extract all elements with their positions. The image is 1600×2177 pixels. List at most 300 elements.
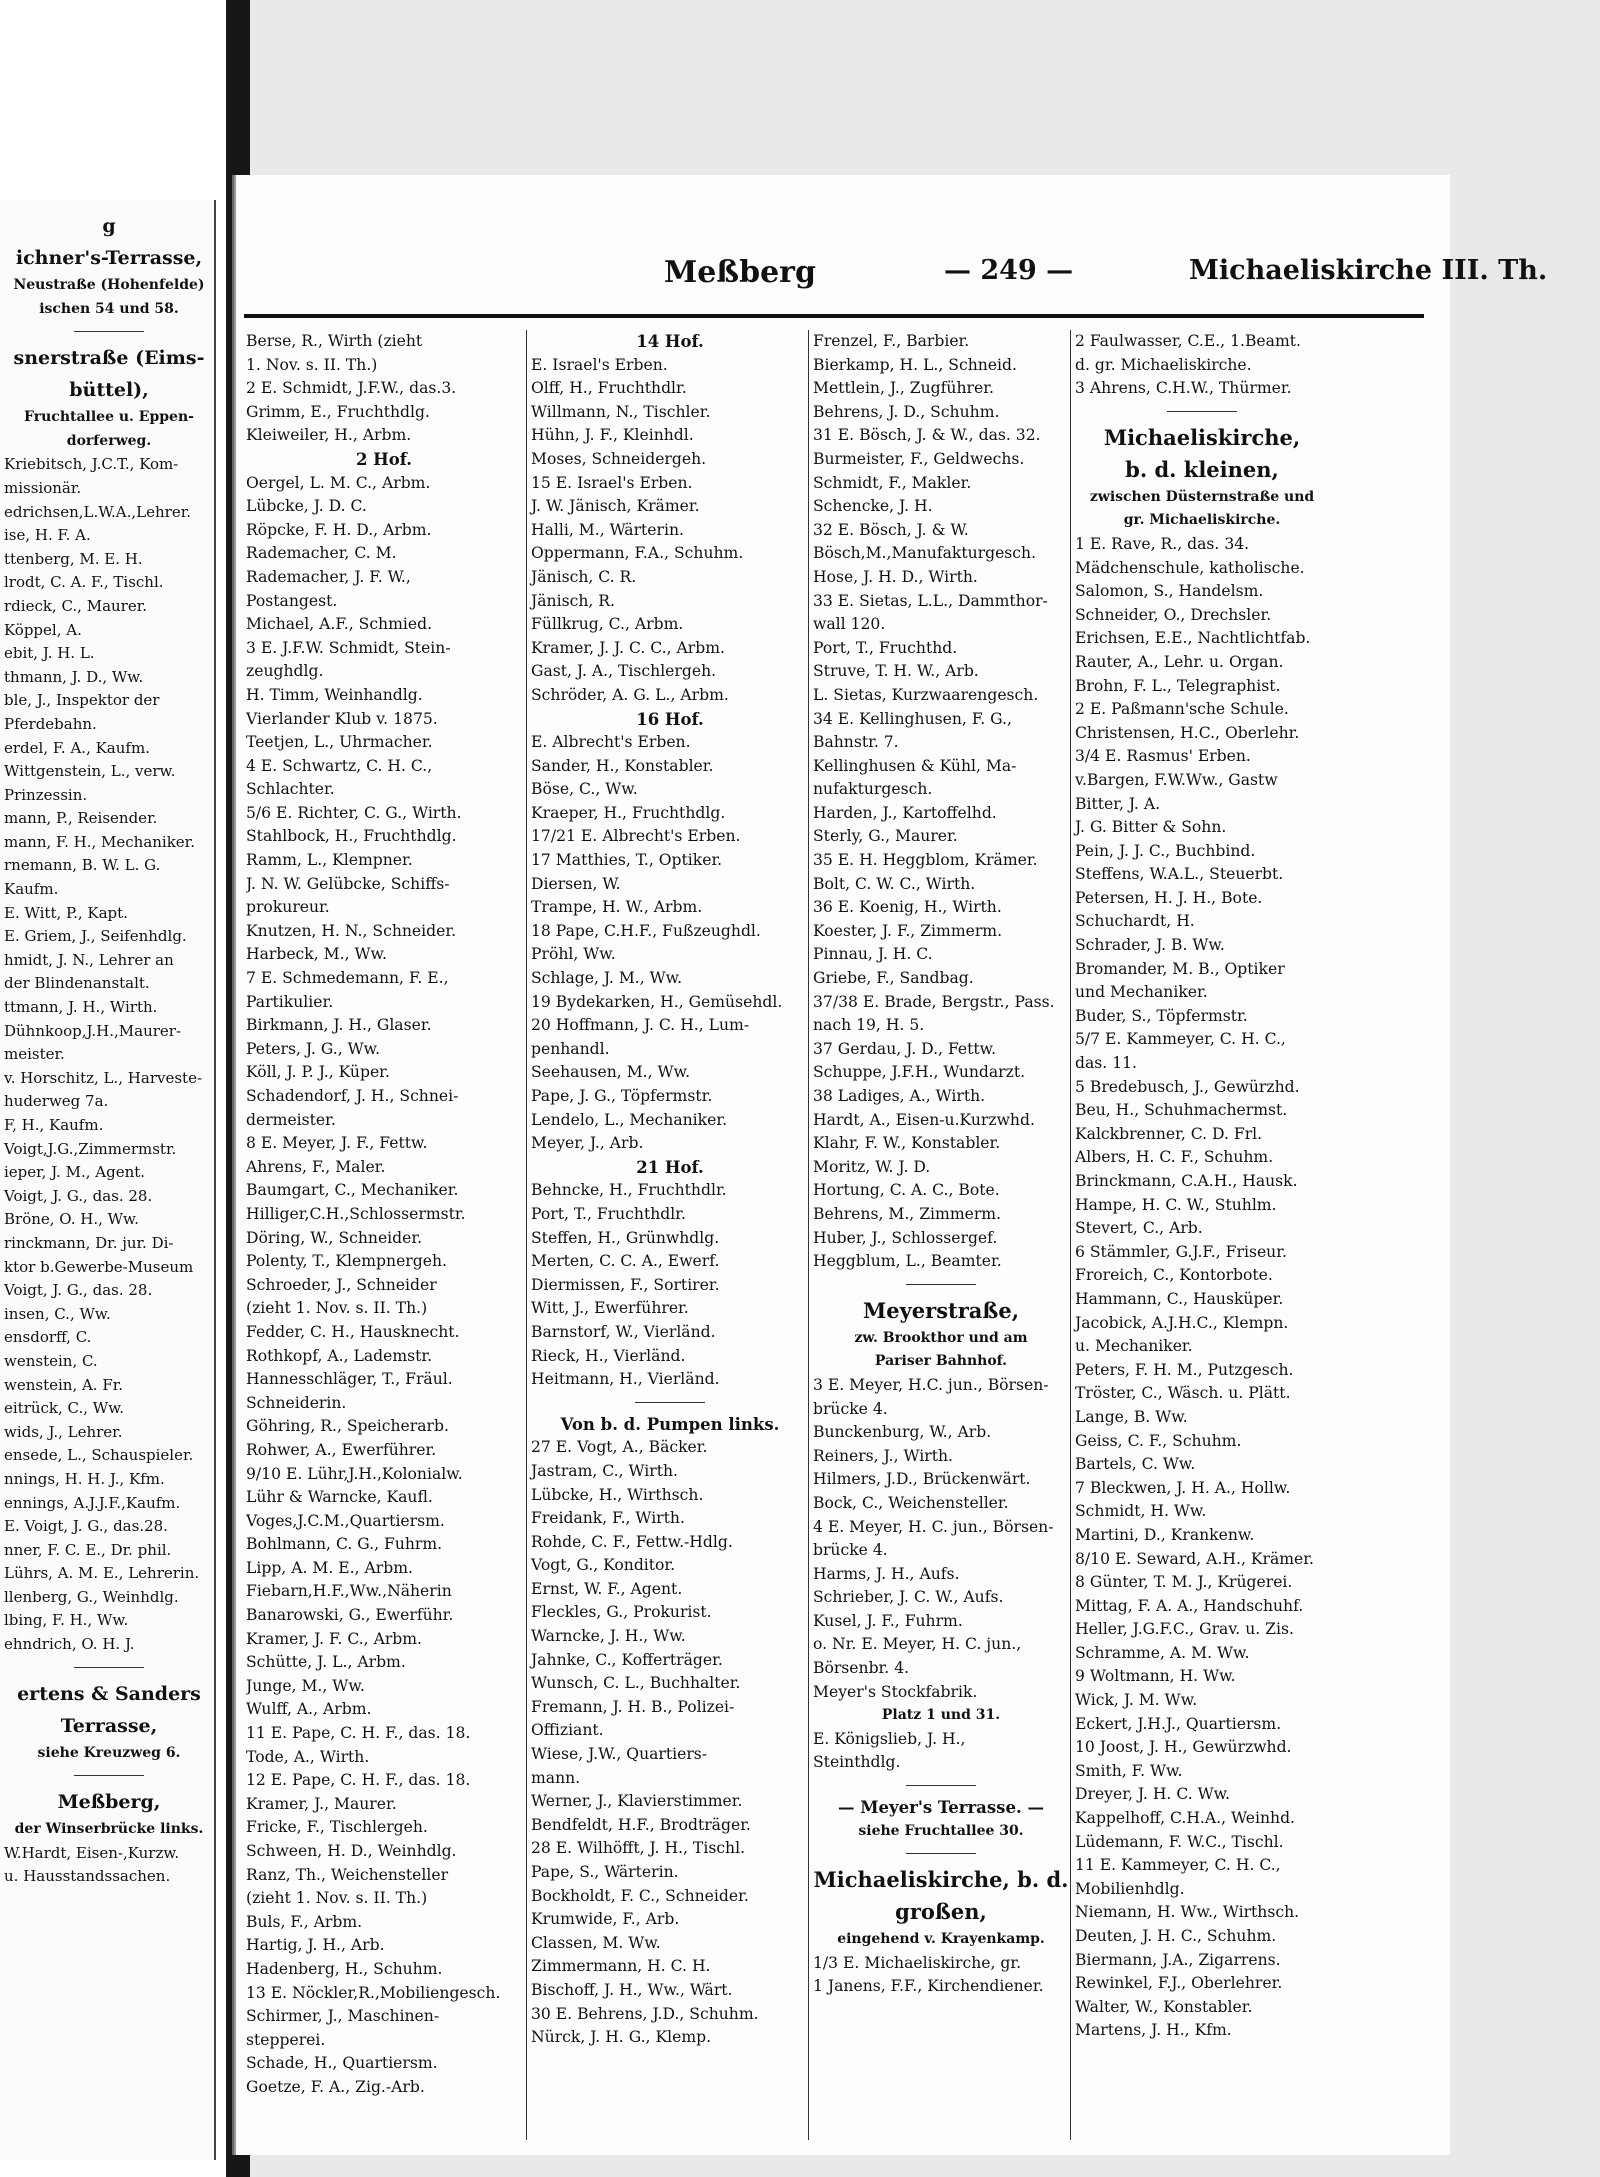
directory-entry: Schneiderin. (246, 1393, 347, 1412)
directory-entry: Schlachter. (246, 780, 335, 799)
directory-entry: Tode, A., Wirth. (246, 1747, 370, 1766)
section-divider (74, 1667, 144, 1668)
directory-entry: lbing, F. H., Ww. (4, 1611, 129, 1630)
directory-entry: 36 E. Koenig, H., Wirth. (813, 898, 1002, 917)
directory-entry: 7 E. Schmedemann, F. E., (246, 969, 449, 988)
directory-entry: Warncke, J. H., Ww. (531, 1627, 686, 1646)
directory-entry: Port, T., Fruchthd. (813, 638, 958, 657)
directory-entry: Hortung, C. A. C., Bote. (813, 1181, 1000, 1200)
directory-entry: Wunsch, C. L., Buchhalter. (531, 1674, 741, 1693)
header-street-start: Meßberg (664, 255, 816, 290)
directory-entry: Behrens, M., Zimmerm. (813, 1204, 1002, 1223)
directory-entry: E. Voigt, J. G., das.28. (4, 1517, 168, 1536)
directory-entry: Zimmermann, H. C. H. (531, 1957, 711, 1976)
directory-entry: Köppel, A. (4, 620, 82, 639)
directory-entry: Willmann, N., Tischler. (531, 402, 711, 421)
street-heading: Terrasse, (60, 1714, 158, 1737)
directory-entry: Klahr, F. W., Konstabler. (813, 1134, 1001, 1153)
directory-entry: Rothkopf, A., Lademstr. (246, 1346, 433, 1365)
directory-entry: Classen, M. Ww. (531, 1933, 661, 1952)
directory-entry: Burmeister, F., Geldwechs. (813, 449, 1025, 468)
directory-entry: erdel, F. A., Kaufm. (4, 738, 150, 757)
directory-entry: Schrader, J. B. Ww. (1075, 936, 1225, 955)
directory-entry: Halli, M., Wärterin. (531, 520, 684, 539)
directory-entry: lrodt, C. A. F., Tischl. (4, 573, 164, 592)
directory-entry: Voigt, J. G., das. 28. (4, 1281, 153, 1300)
directory-entry: o. Nr. E. Meyer, H. C. jun., (813, 1635, 1022, 1654)
directory-entry: Schuppe, J.F.H., Wundarzt. (813, 1063, 1026, 1082)
directory-entry: ennings, A.J.J.F.,Kaufm. (4, 1493, 181, 1512)
directory-entry: dermeister. (246, 1110, 336, 1129)
directory-entry: Postangest. (246, 591, 338, 610)
directory-entry: Gast, J. A., Tischlergeh. (531, 662, 717, 681)
directory-entry: Schlage, J. M., Ww. (531, 969, 683, 988)
directory-entry: Lübcke, H., Wirthsch. (531, 1485, 704, 1504)
directory-entry: Lührs, A. M. E., Lehrerin. (4, 1564, 200, 1583)
directory-entry: Rohde, C. F., Fettw.-Hdlg. (531, 1532, 733, 1551)
directory-entry: Schrieber, J. C. W., Aufs. (813, 1588, 1004, 1607)
street-heading: Michaeliskirche, b. d. (813, 1867, 1069, 1893)
directory-entry: 17/21 E. Albrecht's Erben. (531, 827, 741, 846)
directory-entry: Kramer, J., Maurer. (246, 1794, 397, 1813)
directory-entry: 13 E. Nöckler,R.,Mobiliengesch. (246, 1983, 501, 2002)
directory-entry: nnings, H. H. J., Kfm. (4, 1469, 165, 1488)
directory-entry: Bunckenburg, W., Arb. (813, 1423, 992, 1442)
directory-entry: Jänisch, R. (531, 591, 615, 610)
directory-entry: Wick, J. M. Ww. (1075, 1691, 1198, 1710)
directory-entry: prokureur. (246, 898, 330, 917)
directory-entry: Mobilienhdlg. (1075, 1879, 1185, 1898)
directory-entry: Füllkrug, C., Arbm. (531, 615, 684, 634)
header-street-end: Michaeliskirche III. Th. (1189, 255, 1548, 286)
directory-entry: Schween, H. D., Weinhdlg. (246, 1842, 457, 1860)
directory-entry: 34 E. Kellinghusen, F. G., (813, 709, 1012, 728)
directory-entry: 2 E. Schmidt, J.F.W., das.3. (246, 379, 457, 398)
page-number: — 249 — (944, 255, 1074, 286)
directory-entry: Martens, J. H., Kfm. (1075, 2021, 1232, 2040)
directory-entry: Wulff, A., Arbm. (246, 1700, 372, 1719)
directory-entry: Meyer's Stockfabrik. (813, 1682, 978, 1701)
directory-entry: J. W. Jänisch, Krämer. (531, 497, 700, 516)
directory-entry: Kramer, J. J. C. C., Arbm. (531, 638, 725, 657)
directory-entry: Knutzen, H. N., Schneider. (246, 921, 457, 940)
directory-entry: 1. Nov. s. II. Th.) (246, 355, 378, 374)
directory-entry: Voigt,J.G.,Zimmermstr. (4, 1139, 177, 1158)
directory-entry: Partikulier. (246, 992, 334, 1011)
directory-entry: Seehausen, M., Ww. (531, 1063, 691, 1082)
street-heading: büttel), (69, 379, 149, 402)
directory-entry: ehndrich, O. H. J. (4, 1635, 135, 1654)
directory-entry: Böse, C., Ww. (531, 780, 638, 799)
directory-entry: Banarowski, G., Ewerführ. (246, 1606, 454, 1625)
directory-entry: brücke 4. (813, 1541, 888, 1560)
directory-entry: Tröster, C., Wäsch. u. Plätt. (1075, 1384, 1291, 1403)
street-heading: ichner's-Terrasse, (15, 247, 203, 269)
directory-entry: Rohwer, A., Ewerführer. (246, 1440, 437, 1459)
directory-entry: Dreyer, J. H. C. Ww. (1075, 1785, 1231, 1804)
header-rule (244, 314, 1424, 318)
directory-entry: Kleiweiler, H., Arbm. (246, 426, 412, 445)
section-heading: 14 Hof. (636, 332, 704, 351)
directory-entry: ieper, J. M., Agent. (4, 1163, 146, 1182)
directory-entry: 1/3 E. Michaeliskirche, gr. (813, 1953, 1022, 1972)
directory-entry: Brinckmann, C.A.H., Hausk. (1075, 1172, 1298, 1190)
street-subheading: der Winserbrücke links. (14, 1821, 204, 1838)
directory-entry: 2 Faulwasser, C.E., 1.Beamt. (1075, 332, 1301, 350)
directory-entry: 4 E. Meyer, H. C. jun., Börsen- (813, 1517, 1054, 1536)
directory-entry: Freidank, F., Wirth. (531, 1509, 685, 1528)
street-subheading: zw. Brookthor und am (854, 1329, 1028, 1346)
column-3 (808, 330, 1069, 2140)
directory-entry: Göhring, R., Speicherarb. (246, 1417, 449, 1436)
directory-entry: Rademacher, J. F. W., (246, 567, 411, 586)
street-heading: g (102, 215, 116, 237)
directory-entry: 4 E. Schwartz, C. H. C., (246, 756, 433, 775)
directory-entry: Goetze, F. A., Zig.-Arb. (246, 2077, 425, 2096)
directory-entry: Lühr & Warncke, Kaufl. (246, 1488, 433, 1507)
directory-entry: Lange, B. Ww. (1075, 1407, 1188, 1426)
directory-entry: rdieck, C., Maurer. (4, 596, 148, 615)
directory-entry: 20 Hoffmann, J. C. H., Lum- (531, 1016, 750, 1035)
directory-entry: rinckmann, Dr. jur. Di- (4, 1233, 174, 1252)
directory-entry: ebit, J. H. L. (4, 644, 95, 663)
directory-entry: edrichsen,L.W.A.,Lehrer. (4, 502, 192, 521)
directory-entry: Kriebitsch, J.C.T., Kom- (4, 455, 179, 474)
directory-entry: Schadendorf, J. H., Schnei- (246, 1087, 459, 1105)
street-heading: ertens & Sanders (17, 1682, 201, 1705)
directory-entry: Struve, T. H. W., Arb. (813, 662, 979, 681)
directory-entry: Hampe, H. C. W., Stuhlm. (1075, 1195, 1277, 1214)
directory-entry: 35 E. H. Heggblom, Krämer. (813, 851, 1038, 870)
street-subheading: Platz 1 und 31. (881, 1707, 1001, 1724)
directory-entry: Lübcke, J. D. C. (246, 497, 367, 516)
directory-entry: 31 E. Bösch, J. & W., das. 32. (813, 426, 1041, 445)
directory-entry: Schroeder, J., Schneider (246, 1275, 437, 1294)
directory-entry: Bröne, O. H., Ww. (4, 1210, 139, 1229)
directory-entry: Ramm, L., Klempner. (246, 851, 413, 870)
street-subheading: Neustraße (Hohenfelde) (13, 277, 205, 293)
directory-entry: mann. (531, 1768, 581, 1787)
directory-entry: Jastram, C., Wirth. (531, 1461, 678, 1480)
directory-entry: 32 E. Bösch, J. & W. (813, 520, 969, 539)
directory-entry: Börsenbr. 4. (813, 1659, 910, 1678)
directory-entry: Diermissen, F., Sortirer. (531, 1275, 720, 1294)
directory-entry: 27 E. Vogt, A., Bäcker. (531, 1438, 708, 1457)
directory-entry: Walter, W., Konstabler. (1075, 1997, 1253, 2016)
directory-entry: ttmann, J. H., Wirth. (4, 998, 158, 1017)
directory-entry: Schade, H., Quartiersm. (246, 2054, 438, 2073)
directory-entry: Bahnstr. 7. (813, 733, 899, 752)
directory-entry: Pein, J. J. C., Buchbind. (1075, 841, 1256, 860)
directory-entry: Röpcke, F. H. D., Arbm. (246, 520, 432, 539)
directory-entry: Hartig, J. H., Arb. (246, 1936, 385, 1955)
directory-entry: meister. (4, 1045, 65, 1064)
directory-entry: Michael, A.F., Schmied. (246, 615, 433, 634)
directory-entry: Kusel, J. F., Fuhrm. (813, 1611, 963, 1630)
directory-entry: Kellinghusen & Kühl, Ma- (813, 756, 1017, 775)
directory-entry: 30 E. Behrens, J.D., Schuhm. (531, 2004, 759, 2023)
directory-entry: Bischoff, J. H., Ww., Wärt. (531, 1980, 733, 1999)
directory-entry: Nürck, J. H. G., Klemp. (531, 2028, 712, 2047)
directory-entry: v. Horschitz, L., Harveste- (4, 1068, 203, 1087)
directory-entry: Bockholdt, F. C., Schneider. (531, 1886, 749, 1905)
directory-entry: Wittgenstein, L., verw. (4, 762, 176, 781)
directory-entry: 8 E. Meyer, J. F., Fettw. (246, 1134, 428, 1153)
directory-entry: nner, F. C. E., Dr. phil. (4, 1540, 172, 1559)
section-heading: 2 Hof. (355, 449, 413, 469)
directory-entry: 15 E. Israel's Erben. (531, 473, 693, 492)
directory-entry: 1 E. Rave, R., das. 34. (1075, 534, 1250, 553)
directory-entry: nufakturgesch. (813, 780, 933, 799)
directory-entry: llenberg, G., Weinhdlg. (4, 1587, 179, 1606)
directory-entry: E. Königslieb, J. H., (813, 1729, 966, 1748)
directory-entry: Stahlbock, H., Fruchthdlg. (246, 827, 457, 846)
directory-entry: 38 Ladiges, A., Wirth. (813, 1087, 986, 1105)
directory-entry: Grimm, E., Fruchthdlg. (246, 402, 430, 421)
directory-entry: Schramme, A. M. Ww. (1075, 1643, 1250, 1662)
section-divider (906, 1853, 976, 1854)
street-heading: snerstraße (Eims- (13, 347, 205, 370)
directory-entry: ensdorff, C. (4, 1328, 92, 1347)
directory-entry: Diersen, W. (531, 874, 621, 893)
directory-entry: Peters, F. H. M., Putzgesch. (1075, 1360, 1294, 1379)
directory-entry: Offiziant. (531, 1721, 604, 1740)
column-2 (526, 330, 809, 2140)
directory-entry: Steinthdlg. (813, 1753, 901, 1772)
directory-entry: 3 Ahrens, C.H.W., Thürmer. (1075, 379, 1292, 398)
directory-entry: Christensen, H.C., Oberlehr. (1075, 723, 1300, 742)
directory-entry: Baumgart, C., Mechaniker. (246, 1181, 459, 1200)
column-1 (246, 330, 522, 2140)
directory-entry: hmidt, J. N., Lehrer an (4, 950, 174, 969)
section-heading: Von b. d. Pumpen links. (560, 1414, 780, 1434)
directory-entry: Lendelo, L., Mechaniker. (531, 1110, 728, 1129)
directory-entry: Ahrens, F., Maler. (246, 1157, 386, 1176)
street-heading: Meßberg, (57, 1791, 161, 1814)
directory-entry: Hammann, C., Hausküper. (1075, 1289, 1284, 1308)
street-subheading: ischen 54 und 58. (39, 300, 179, 317)
directory-entry: Hose, J. H. D., Wirth. (813, 567, 978, 586)
directory-entry: Hilmers, J.D., Brückenwärt. (813, 1470, 1031, 1489)
directory-entry: Bohlmann, C. G., Fuhrm. (246, 1535, 443, 1554)
directory-entry: Mettlein, J., Zugführer. (813, 379, 994, 398)
directory-entry: Schröder, A. G. L., Arbm. (531, 685, 729, 704)
directory-entry: Pape, S., Wärterin. (531, 1863, 679, 1881)
directory-entry: Martini, D., Krankenw. (1075, 1525, 1255, 1544)
directory-entry: rnemann, B. W. L. G. (4, 856, 161, 875)
directory-entry: Froreich, C., Kontorbote. (1075, 1266, 1273, 1285)
directory-entry: Birkmann, J. H., Glaser. (246, 1016, 432, 1035)
directory-entry: 11 E. Kammeyer, C. H. C., (1075, 1856, 1281, 1875)
directory-entry: Heitmann, H., Vierländ. (531, 1370, 720, 1389)
directory-entry: (zieht 1. Nov. s. II. Th.) (246, 1299, 428, 1318)
directory-entry: Wiese, J.W., Quartiers- (531, 1745, 708, 1764)
directory-entry: Deuten, J. H. C., Schuhm. (1075, 1927, 1277, 1945)
section-heading: 16 Hof. (636, 709, 704, 729)
directory-entry: Steffens, W.A.L., Steuerbt. (1075, 865, 1284, 884)
directory-entry: Schirmer, J., Maschinen- (246, 2007, 440, 2026)
directory-entry: Teetjen, L., Uhrmacher. (246, 733, 433, 752)
directory-entry: 8/10 E. Seward, A.H., Krämer. (1075, 1549, 1314, 1568)
directory-entry: Schmidt, H. Ww. (1075, 1502, 1207, 1521)
directory-entry: Kramer, J. F. C., Arbm. (246, 1629, 423, 1648)
directory-entry: Harms, J. H., Aufs. (813, 1564, 960, 1583)
directory-entry: thmann, J. D., Ww. (4, 667, 144, 686)
directory-entry: Pape, J. G., Töpfermstr. (531, 1087, 713, 1105)
directory-entry: Harden, J., Kartoffelhd. (813, 803, 997, 822)
directory-entry: Behncke, H., Fruchthdlr. (531, 1181, 727, 1200)
directory-entry: 11 E. Pape, C. H. F., das. 18. (246, 1724, 471, 1743)
directory-entry: nach 19, H. 5. (813, 1016, 925, 1035)
directory-entry: Bock, C., Weichensteller. (813, 1493, 1009, 1512)
directory-entry: ble, J., Inspektor der (4, 691, 160, 710)
directory-entry: Witt, J., Ewerführer. (531, 1299, 689, 1318)
directory-entry: zeughdlg. (246, 662, 324, 681)
directory-entry: Krumwide, F., Arb. (531, 1910, 680, 1929)
directory-entry: ktor b.Gewerbe-Museum (4, 1257, 194, 1276)
directory-entry: Bösch,M.,Manufakturgesch. (813, 544, 1037, 563)
directory-entry: Olff, H., Fruchthdlr. (531, 379, 687, 398)
directory-entry: E. Griem, J., Seifenhdlg. (4, 927, 187, 946)
directory-entry: v.Bargen, F.W.Ww., Gastw (1075, 770, 1278, 789)
directory-entry: 37/38 E. Brade, Bergstr., Pass. (813, 992, 1055, 1011)
directory-entry: Köll, J. P. J., Küper. (246, 1063, 390, 1082)
directory-entry: missionär. (4, 478, 82, 497)
directory-entry: L. Sietas, Kurzwaarengesch. (813, 685, 1039, 704)
directory-entry: Ranz, Th., Weichensteller (246, 1865, 449, 1884)
directory-page (232, 175, 1548, 2155)
directory-entry: Lipp, A. M. E., Arbm. (246, 1558, 413, 1577)
directory-entry: Biermann, J.A., Zigarrens. (1075, 1950, 1281, 1969)
directory-entry: Heggblum, L., Beamter. (813, 1252, 1002, 1271)
directory-entry: Eckert, J.H.J., Quartiersm. (1075, 1714, 1282, 1733)
directory-entry: das. 11. (1075, 1054, 1137, 1073)
directory-entry: u. Mechaniker. (1075, 1337, 1193, 1356)
directory-entry: Moses, Schneidergeh. (531, 449, 707, 468)
directory-entry: 6 Stämmler, G.J.F., Friseur. (1075, 1242, 1287, 1261)
directory-entry: Stevert, C., Arb. (1075, 1219, 1203, 1238)
directory-entry: Ernst, W. F., Agent. (531, 1579, 683, 1598)
directory-entry: 17 Matthies, T., Optiker. (531, 851, 723, 870)
directory-entry: (zieht 1. Nov. s. II. Th.) (246, 1889, 428, 1908)
directory-entry: penhandl. (531, 1039, 610, 1058)
directory-entry: 33 E. Sietas, L.L., Dammthor- (813, 591, 1048, 610)
directory-entry: Hadenberg, H., Schuhm. (246, 1959, 443, 1978)
directory-entry: Sterly, G., Maurer. (813, 827, 958, 846)
directory-entry: Reiners, J., Wirth. (813, 1446, 953, 1465)
directory-entry: Petersen, H. J. H., Bote. (1075, 888, 1263, 907)
street-subheading: eingehend v. Krayenkamp. (837, 1931, 1045, 1948)
directory-entry: Berse, R., Wirth (zieht (246, 332, 423, 350)
street-subheading: siehe Kreuzweg 6. (37, 1744, 181, 1761)
directory-entry: Huber, J., Schlossergef. (813, 1228, 998, 1247)
directory-entry: Polenty, T., Klempnergeh. (246, 1252, 447, 1271)
directory-entry: und Mechaniker. (1075, 983, 1208, 1002)
directory-entry: Griebe, F., Sandbag. (813, 969, 974, 988)
directory-entry: 9/10 E. Lühr,J.H.,Kolonialw. (246, 1464, 463, 1483)
directory-entry: 7 Bleckwen, J. H. A., Hollw. (1075, 1478, 1291, 1497)
directory-entry: J. N. W. Gelübcke, Schiffs- (246, 874, 450, 893)
directory-entry: Niemann, H. Ww., Wirthsch. (1075, 1903, 1300, 1922)
street-heading: Meyerstraße, (862, 1297, 1020, 1323)
directory-entry: Werner, J., Klavierstimmer. (531, 1792, 743, 1811)
directory-entry: d. gr. Michaeliskirche. (1075, 355, 1252, 374)
street-subheading: zwischen Düsternstraße und (1089, 488, 1315, 505)
directory-entry: Prinzessin. (4, 785, 88, 804)
directory-entry: Steffen, H., Grünwhdlg. (531, 1228, 720, 1247)
left-page-fragment (0, 200, 216, 2160)
directory-entry: stepperei. (246, 2030, 326, 2049)
directory-entry: Heller, J.G.F.C., Grav. u. Zis. (1075, 1620, 1294, 1639)
directory-entry: Kraeper, H., Fruchthdlg. (531, 803, 726, 822)
street-subheading: gr. Michaeliskirche. (1123, 512, 1281, 529)
column-4 (1070, 330, 1329, 2140)
directory-entry: Lüdemann, F. W.C., Tischl. (1075, 1832, 1284, 1851)
section-heading: 21 Hof. (636, 1157, 704, 1177)
directory-entry: Meyer, J., Arb. (531, 1134, 644, 1153)
directory-entry: Bolt, C. W. C., Wirth. (813, 874, 976, 893)
directory-entry: huderweg 7a. (4, 1092, 109, 1111)
directory-entry: Fiebarn,H.F.,Ww.,Näherin (246, 1582, 452, 1601)
directory-entry: Albers, H. C. F., Schuhm. (1075, 1148, 1274, 1167)
directory-entry: 10 Joost, J. H., Gewürzwhd. (1075, 1738, 1292, 1757)
directory-entry: Port, T., Fruchthdlr. (531, 1204, 686, 1223)
directory-entry: Hannesschläger, T., Fräul. (246, 1370, 453, 1389)
street-subheading: Fruchtallee u. Eppen- (24, 409, 194, 426)
directory-entry: Oppermann, F.A., Schuhm. (531, 544, 744, 563)
directory-entry: Sander, H., Konstabler. (531, 756, 714, 775)
street-subheading: Pariser Bahnhof. (874, 1353, 1008, 1370)
directory-entry: Geiss, C. F., Schuhm. (1075, 1431, 1242, 1450)
directory-entry: Beu, H., Schuhmachermst. (1075, 1101, 1288, 1120)
directory-entry: 1 Janens, F.F., Kirchendiener. (813, 1977, 1044, 1996)
directory-entry: Bitter, J. A. (1075, 794, 1161, 813)
directory-entry: J. G. Bitter & Sohn. (1075, 818, 1227, 837)
directory-entry: Hühn, J. F., Kleinhdl. (531, 426, 694, 445)
directory-entry: Schencke, J. H. (813, 497, 933, 516)
street-subheading: siehe Fruchtallee 30. (858, 1822, 1024, 1839)
directory-entry: Pröhl, Ww. (531, 945, 616, 964)
directory-entry: Buls, F., Arbm. (246, 1912, 363, 1931)
directory-entry: eitrück, C., Ww. (4, 1399, 125, 1418)
directory-entry: Schmidt, F., Makler. (813, 473, 972, 492)
directory-entry: Schütte, J. L., Arbm. (246, 1653, 406, 1672)
directory-entry: Döring, W., Schneider. (246, 1228, 423, 1247)
directory-entry: Mädchenschule, katholische. (1075, 558, 1305, 577)
directory-entry: W.Hardt, Eisen-,Kurzw. (4, 1843, 180, 1862)
directory-entry: mann, F. H., Mechaniker. (4, 832, 195, 851)
directory-entry: ttenberg, M. E. H. (4, 549, 143, 568)
directory-entry: 8 Günter, T. M. J., Krügerei. (1075, 1573, 1293, 1592)
directory-entry: Merten, C. C. A., Ewerf. (531, 1252, 720, 1271)
directory-entry: Rauter, A., Lehr. u. Organ. (1075, 652, 1284, 671)
directory-entry: E. Witt, P., Kapt. (4, 903, 128, 922)
directory-entry: Smith, F. Ww. (1075, 1761, 1183, 1780)
directory-entry: der Blindenanstalt. (4, 974, 150, 993)
page-header (434, 255, 1600, 305)
directory-entry: F, H., Kaufm. (4, 1116, 104, 1134)
directory-entry: Harbeck, M., Ww. (246, 945, 387, 964)
directory-entry: 37 Gerdau, J. D., Fettw. (813, 1039, 997, 1058)
section-divider (1167, 411, 1237, 412)
directory-entry: 12 E. Pape, C. H. F., das. 18. (246, 1771, 471, 1790)
section-divider (635, 1402, 705, 1403)
directory-entry: Schuchardt, H. (1075, 912, 1195, 931)
directory-entry: 3/4 E. Rasmus' Erben. (1075, 747, 1251, 766)
directory-entry: 3 E. J.F.W. Schmidt, Stein- (246, 638, 451, 657)
directory-entry: Oergel, L. M. C., Arbm. (246, 473, 431, 492)
directory-entry: Jänisch, C. R. (531, 567, 637, 586)
